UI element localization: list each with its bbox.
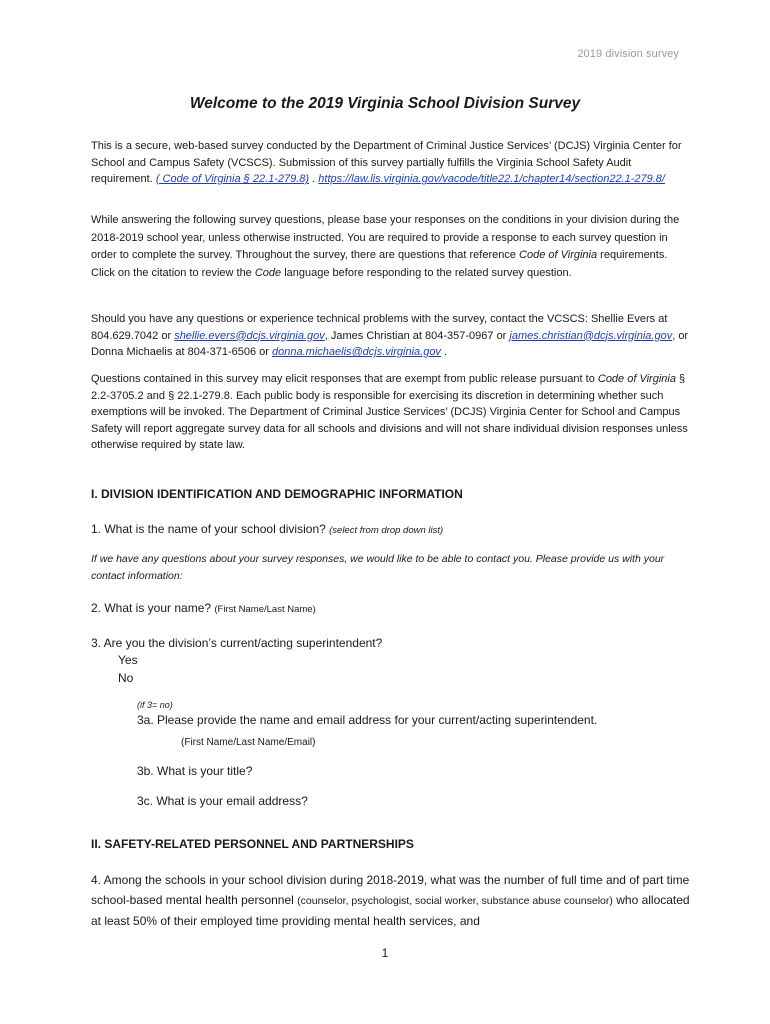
question-4-note: (counselor, psychologist, social worker, substance abuse counselor) [297,895,613,907]
question-3a: 3a. Please provide the name and email address for your current/acting superintendent. [137,713,598,727]
contact-info-note: If we have any questions about your survey responses, we would like to be able to contact you. Please provide us with your contact information: [91,553,665,582]
header-tag: 2019 division survey [577,48,679,60]
contact-text-4: . [440,346,448,359]
question-4-text-1: 4. Among the schools in your school division during 2018-2019, what was the number of full time and of part time school-based mental health personnel [91,873,690,907]
contact-paragraph [91,311,691,361]
email-link-michaelis[interactable]: donna.michaelis@dcjs.virginia.gov [272,346,441,359]
intro-text: This is a secure, web-based survey conducted by the Department of Criminal Justice Services’ (DCJS) Virginia Center for School and Campus Safety (VCSCS). Submission of this survey partially fulfills the Virginia School Safety Audit requirement. [91,140,682,186]
contact-text-2: , James Christian at 804-357-0967 or [324,329,510,342]
legal-em-1: Code of Virginia [597,373,676,385]
question-3b: 3b. What is your title? [137,764,253,778]
legal-text-1: Questions contained in this survey may elicit responses that are exempt from public release pursuant to [91,373,598,385]
question-3: 3. Are you the division’s current/acting superintendent? [91,636,383,650]
option-yes[interactable]: Yes [118,653,138,667]
instructions-text-2: requirements. Click on the citation to review the [91,249,668,279]
contact-text-1: Should you have any questions or experience technical problems with the survey, contact the VCSCS: Shellie Evers at 804.629.7042 or [91,313,668,342]
page-title: Welcome to the 2019 Virginia School Division Survey [189,95,581,112]
question-1-text: 1. What is the name of your school division? [91,522,330,536]
question-1 [91,522,443,536]
email-link-evers[interactable]: shellie.evers@dcjs.virginia.gov [174,329,325,342]
legal-text-2: § 2.2-3705.2 and § 22.1-279.8. Each public body is responsible for exercising its discretion in determining whether such exemptions will be invoked. The Department of Criminal Justice Services’ (DCJS) Virginia Center for School and Campus Safety will report aggregate survey data for all schools and divisions and will not share individual division responses unless otherwise required by state law. [91,373,688,452]
instructions-text-1: While answering the following survey questions, please base your responses on the conditions in your division during the 2018-2019 school year, unless otherwise instructed. You are required to provide a response to each survey question in order to complete the survey. Throughout the survey, there are questions that reference [91,214,680,261]
instructions-em-1: Code of Virginia [519,249,598,261]
question-4 [91,870,691,931]
question-3a-note: (First Name/Last Name/Email) [181,737,316,748]
question-2-text: 2. What is your name? [91,601,215,615]
section-2-heading: II. SAFETY-RELATED PERSONNEL AND PARTNERSHIPS [91,837,414,851]
question-2-note: (First Name/Last Name) [214,604,316,615]
question-3c: 3c. What is your email address? [137,794,308,808]
question-2 [91,601,316,615]
instructions-em-2: Code [254,266,282,279]
instructions-paragraph [91,212,691,282]
code-citation-link[interactable]: ( Code of Virginia § 22.1-279.8) [155,173,310,186]
question-4-text-2: who allocated at least 50% of their employed time providing mental health services, and [91,893,690,928]
instructions-text-3: language before responding to the related survey question. [281,266,572,279]
code-url-link[interactable]: https://law.lis.virginia.gov/vacode/title22.1/chapter14/section22.1-279.8/ [318,173,665,186]
intro-paragraph [91,138,691,188]
section-1-heading: I. DIVISION IDENTIFICATION AND DEMOGRAPHIC INFORMATION [91,487,463,501]
page-number: 1 [381,946,389,960]
contact-text-3: , or Donna Michaelis at 804-371-6506 or [91,329,689,359]
email-link-christian[interactable]: james.christian@dcjs.virginia.gov [509,329,673,342]
legal-paragraph [91,371,691,454]
question-1-note: (select from drop down list) [329,525,444,536]
option-no[interactable]: No [118,671,134,685]
conditional-tag: (if 3= no) [137,700,173,710]
intro-separator: . [309,173,319,186]
